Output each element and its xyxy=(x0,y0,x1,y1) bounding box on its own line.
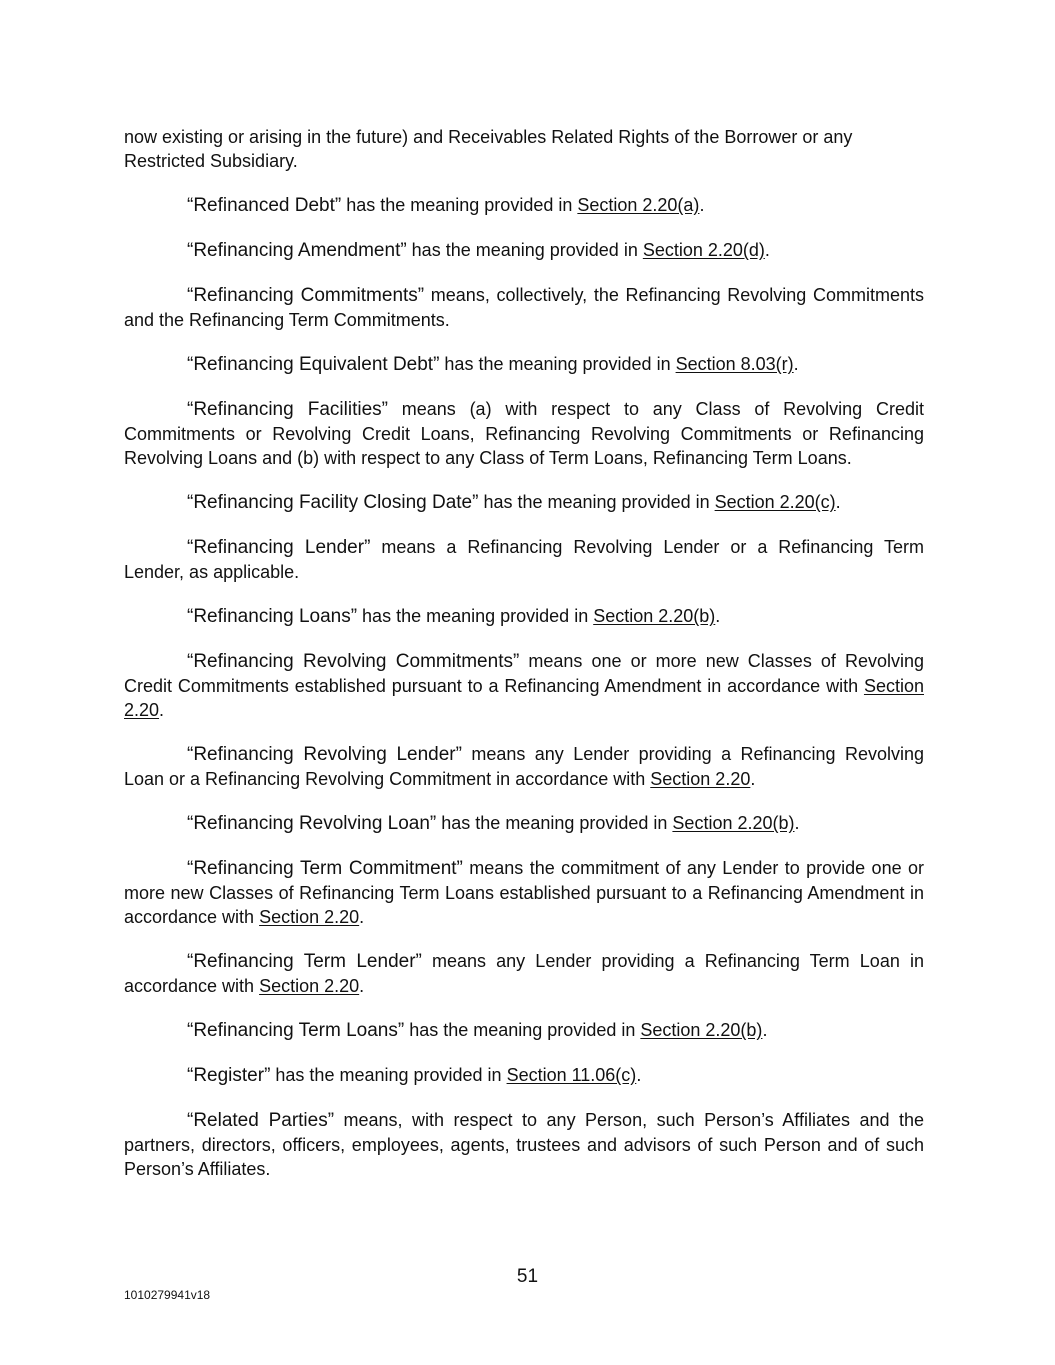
defined-term: “Refinanced Debt” xyxy=(187,195,342,216)
definition-refinancing-loans xyxy=(124,604,924,629)
section-reference-link[interactable]: Section 2.20(c) xyxy=(714,492,836,512)
section-reference-link[interactable]: Section 8.03(r) xyxy=(675,354,794,374)
section-reference-link[interactable]: Section 2.20(b) xyxy=(640,1020,763,1040)
page-number: 51 xyxy=(516,1266,539,1287)
defined-term: “Refinancing Term Lender” xyxy=(187,951,422,972)
defined-term: “Refinancing Term Commitment” xyxy=(187,858,463,879)
definition-text: has the meaning provided in xyxy=(404,1020,641,1040)
definition-refinancing-term-loans xyxy=(124,1018,924,1043)
definition-tail: . xyxy=(159,700,165,720)
definition-tail: . xyxy=(794,813,800,833)
definition-refinancing-revolving-commitments xyxy=(124,649,924,722)
definition-refinancing-equivalent-debt xyxy=(124,352,924,377)
defined-term: “Refinancing Amendment” xyxy=(187,240,407,261)
definition-tail: . xyxy=(636,1065,642,1085)
definition-tail: . xyxy=(764,240,770,260)
definition-refinancing-term-commitment xyxy=(124,856,924,929)
defined-term: “Refinancing Revolving Lender” xyxy=(187,744,462,765)
definition-text: means the commitment of any Lender to provide one or more new Classes of Refinancing Term Loans established pursuant to a Refinancing Amendment in accordance with xyxy=(124,858,924,927)
definition-register xyxy=(124,1063,924,1088)
section-reference-link[interactable]: Section 2.20(b) xyxy=(672,813,795,833)
section-reference-link[interactable]: Section 2.20(a) xyxy=(577,195,700,215)
definition-refinancing-amendment xyxy=(124,238,924,263)
section-reference-link[interactable]: Section 11.06(c) xyxy=(506,1065,637,1085)
definition-refinancing-revolving-loan xyxy=(124,811,924,836)
definition-text: has the meaning provided in xyxy=(439,354,676,374)
defined-term: “Register” xyxy=(187,1065,271,1086)
section-reference-link[interactable]: Section 2.20(b) xyxy=(593,606,716,626)
definition-text: means any Lender providing a Refinancing Revolving Loan or a Refinancing Revolving Commitment in accordance with xyxy=(124,744,924,789)
continuation-paragraph xyxy=(124,125,924,173)
definition-text: has the meaning provided in xyxy=(436,813,673,833)
defined-term: “Refinancing Loans” xyxy=(187,606,358,627)
definition-text: means a Refinancing Revolving Lender or a Refinancing Term Lender, as applicable. xyxy=(124,537,924,582)
definition-tail: . xyxy=(750,769,756,789)
definition-tail: . xyxy=(359,907,365,927)
definition-text: means (a) with respect to any Class of Revolving Credit Commitments or Revolving Credit Loans, Refinancing Revolving Commitments or Refinancing Revolving Loans and (b) with respect to any Class of Term Loans, Refinancing Term Loans. xyxy=(124,399,924,468)
section-reference-link[interactable]: Section 2.20 xyxy=(259,907,360,927)
section-reference-link[interactable]: Section 2.20 xyxy=(650,769,751,789)
definition-refinancing-commitments xyxy=(124,283,924,332)
document-id: 1010279941v18 xyxy=(124,1288,211,1302)
definition-refinancing-facility-closing-date xyxy=(124,490,924,515)
definition-refinancing-revolving-lender xyxy=(124,742,924,791)
defined-term: “Refinancing Equivalent Debt” xyxy=(187,354,440,375)
definition-text: has the meaning provided in xyxy=(357,606,594,626)
defined-term: “Refinancing Lender” xyxy=(187,537,371,558)
defined-term: “Refinancing Revolving Loan” xyxy=(187,813,437,834)
definition-refinancing-lender xyxy=(124,535,924,584)
continuation-text: now existing or arising in the future) and Receivables Related Rights of the Borrower or any Restricted Subsidiary. xyxy=(124,127,853,171)
document-body xyxy=(124,125,924,1201)
definition-text: has the meaning provided in xyxy=(270,1065,507,1085)
section-reference-link[interactable]: Section 2.20(d) xyxy=(642,240,765,260)
definition-tail: . xyxy=(699,195,705,215)
definition-tail: . xyxy=(359,976,365,996)
defined-term: “Related Parties” xyxy=(187,1110,335,1131)
section-reference-link[interactable]: Section 2.20 xyxy=(259,976,360,996)
definition-tail: . xyxy=(715,606,721,626)
definition-text: means one or more new Classes of Revolving Credit Commitments established pursuant to a Refinancing Amendment in accordance with xyxy=(124,651,924,696)
definition-text: has the meaning provided in xyxy=(341,195,578,215)
defined-term: “Refinancing Facility Closing Date” xyxy=(187,492,479,513)
definition-text: means, collectively, the Refinancing Revolving Commitments and the Refinancing Term Commitments. xyxy=(124,285,924,330)
definition-refinancing-facilities xyxy=(124,397,924,470)
defined-term: “Refinancing Revolving Commitments” xyxy=(187,651,520,672)
definition-tail: . xyxy=(762,1020,768,1040)
definition-text: means any Lender providing a Refinancing Term Loan in accordance with xyxy=(124,951,924,996)
definition-tail: . xyxy=(793,354,799,374)
defined-term: “Refinancing Term Loans” xyxy=(187,1020,405,1041)
defined-term: “Refinancing Facilities” xyxy=(187,399,388,420)
defined-term: “Refinancing Commitments” xyxy=(187,285,425,306)
definition-refinancing-term-lender xyxy=(124,949,924,998)
definition-text: has the meaning provided in xyxy=(406,240,643,260)
definition-text: has the meaning provided in xyxy=(478,492,715,512)
definition-tail: . xyxy=(835,492,841,512)
definition-related-parties xyxy=(124,1108,924,1181)
definition-text: means, with respect to any Person, such Person’s Affiliates and the partners, directors, officers, employees, agents, trustees and advisors of such Person and of such Person’s Affiliates. xyxy=(124,1110,924,1179)
section-reference-link[interactable]: Section 2.20 xyxy=(124,676,924,720)
definition-refinanced-debt xyxy=(124,193,924,218)
